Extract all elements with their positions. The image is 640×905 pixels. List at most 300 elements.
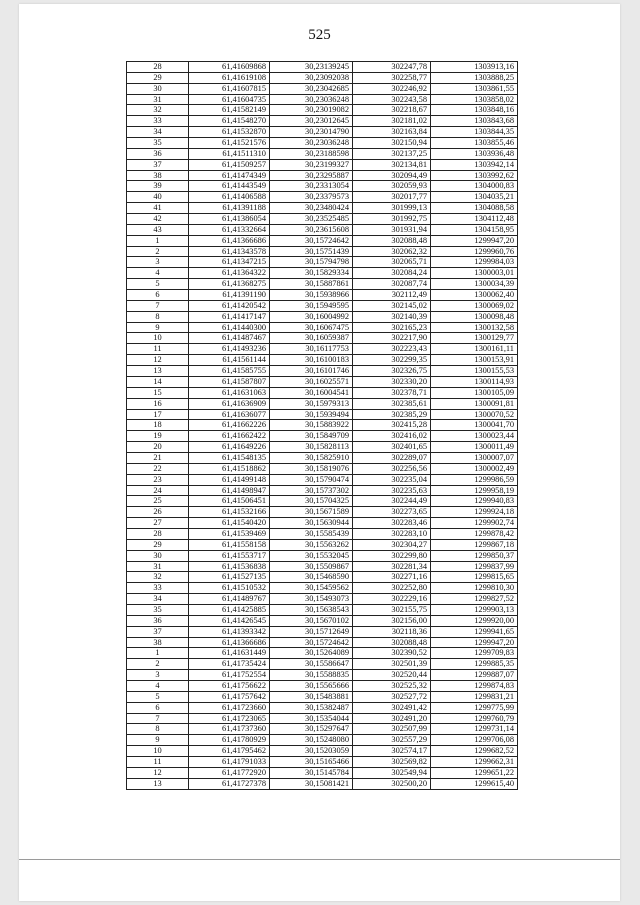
latitude-cell: 61,41420542 (189, 300, 270, 311)
point-number-cell: 40 (127, 192, 189, 203)
longitude-cell: 30,15145784 (270, 767, 353, 778)
latitude-cell: 61,41791033 (189, 757, 270, 768)
point-number-cell: 38 (127, 170, 189, 181)
y-coordinate-cell: 1300007,07 (431, 452, 518, 463)
latitude-cell: 61,41636077 (189, 409, 270, 420)
table-row (127, 376, 518, 387)
longitude-cell: 30,15459562 (270, 583, 353, 594)
latitude-cell: 61,41474349 (189, 170, 270, 181)
table-row (127, 290, 518, 301)
latitude-cell: 61,41553717 (189, 550, 270, 561)
y-coordinate-cell: 1303848,16 (431, 105, 518, 116)
y-coordinate-cell: 1299958,19 (431, 485, 518, 496)
x-coordinate-cell: 302283,46 (353, 518, 431, 529)
latitude-cell: 61,41532166 (189, 507, 270, 518)
y-coordinate-cell: 1303936,48 (431, 148, 518, 159)
y-coordinate-cell: 1300023,44 (431, 431, 518, 442)
latitude-cell: 61,41604735 (189, 94, 270, 105)
table-row (127, 518, 518, 529)
table-row (127, 72, 518, 83)
x-coordinate-cell: 302246,92 (353, 83, 431, 94)
table-row (127, 387, 518, 398)
x-coordinate-cell: 302223,43 (353, 344, 431, 355)
longitude-cell: 30,15081421 (270, 778, 353, 789)
latitude-cell: 61,41619108 (189, 72, 270, 83)
latitude-cell: 61,41548270 (189, 116, 270, 127)
latitude-cell: 61,41723660 (189, 702, 270, 713)
latitude-cell: 61,41737360 (189, 724, 270, 735)
x-coordinate-cell: 302181,02 (353, 116, 431, 127)
x-coordinate-cell: 302491,42 (353, 702, 431, 713)
y-coordinate-cell: 1299615,40 (431, 778, 518, 789)
y-coordinate-cell: 1303858,02 (431, 94, 518, 105)
table-row (127, 105, 518, 116)
latitude-cell: 61,41609868 (189, 62, 270, 73)
coordinates-table-body (127, 62, 518, 790)
latitude-cell: 61,41493236 (189, 344, 270, 355)
y-coordinate-cell: 1300114,93 (431, 376, 518, 387)
point-number-cell: 35 (127, 138, 189, 149)
table-row (127, 148, 518, 159)
latitude-cell: 61,41511310 (189, 148, 270, 159)
latitude-cell: 61,41631449 (189, 648, 270, 659)
y-coordinate-cell: 1304088,58 (431, 203, 518, 214)
x-coordinate-cell: 302289,07 (353, 452, 431, 463)
x-coordinate-cell: 302217,90 (353, 333, 431, 344)
longitude-cell: 30,15671589 (270, 507, 353, 518)
x-coordinate-cell: 302415,28 (353, 420, 431, 431)
x-coordinate-cell: 302416,02 (353, 431, 431, 442)
latitude-cell: 61,41391188 (189, 203, 270, 214)
table-row (127, 246, 518, 257)
x-coordinate-cell: 302525,32 (353, 680, 431, 691)
x-coordinate-cell: 302500,20 (353, 778, 431, 789)
table-row (127, 268, 518, 279)
longitude-cell: 30,15468590 (270, 572, 353, 583)
longitude-cell: 30,15704325 (270, 496, 353, 507)
point-number-cell: 23 (127, 474, 189, 485)
table-row (127, 322, 518, 333)
latitude-cell: 61,41498947 (189, 485, 270, 496)
x-coordinate-cell: 302244,49 (353, 496, 431, 507)
table-row (127, 659, 518, 670)
y-coordinate-cell: 1299887,07 (431, 670, 518, 681)
latitude-cell: 61,41723065 (189, 713, 270, 724)
table-row (127, 116, 518, 127)
point-number-cell: 10 (127, 746, 189, 757)
longitude-cell: 30,16100183 (270, 355, 353, 366)
x-coordinate-cell: 302557,29 (353, 735, 431, 746)
point-number-cell: 38 (127, 637, 189, 648)
point-number-cell: 4 (127, 680, 189, 691)
latitude-cell: 61,41540420 (189, 518, 270, 529)
x-coordinate-cell: 302304,27 (353, 539, 431, 550)
point-number-cell: 24 (127, 485, 189, 496)
table-row (127, 170, 518, 181)
latitude-cell: 61,41587807 (189, 376, 270, 387)
point-number-cell: 37 (127, 159, 189, 170)
point-number-cell: 34 (127, 127, 189, 138)
longitude-cell: 30,15586647 (270, 659, 353, 670)
table-row (127, 366, 518, 377)
y-coordinate-cell: 1299903,13 (431, 604, 518, 615)
table-row (127, 702, 518, 713)
y-coordinate-cell: 1304112,48 (431, 214, 518, 225)
point-number-cell: 3 (127, 670, 189, 681)
x-coordinate-cell: 302281,34 (353, 561, 431, 572)
point-number-cell: 3 (127, 257, 189, 268)
longitude-cell: 30,15588835 (270, 670, 353, 681)
x-coordinate-cell: 302549,94 (353, 767, 431, 778)
table-row (127, 159, 518, 170)
y-coordinate-cell: 1300091,81 (431, 398, 518, 409)
longitude-cell: 30,15493073 (270, 594, 353, 605)
longitude-cell: 30,15248080 (270, 735, 353, 746)
table-row (127, 691, 518, 702)
latitude-cell: 61,41406588 (189, 192, 270, 203)
y-coordinate-cell: 1299651,22 (431, 767, 518, 778)
longitude-cell: 30,15938966 (270, 290, 353, 301)
table-row (127, 463, 518, 474)
x-coordinate-cell: 302258,77 (353, 72, 431, 83)
y-coordinate-cell: 1299709,83 (431, 648, 518, 659)
x-coordinate-cell: 302574,17 (353, 746, 431, 757)
x-coordinate-cell: 302507,99 (353, 724, 431, 735)
y-coordinate-cell: 1303861,55 (431, 83, 518, 94)
table-row (127, 344, 518, 355)
y-coordinate-cell: 1304000,83 (431, 181, 518, 192)
point-number-cell: 18 (127, 420, 189, 431)
longitude-cell: 30,15849709 (270, 431, 353, 442)
point-number-cell: 6 (127, 702, 189, 713)
point-number-cell: 7 (127, 300, 189, 311)
latitude-cell: 61,41366686 (189, 235, 270, 246)
y-coordinate-cell: 1300069,02 (431, 300, 518, 311)
x-coordinate-cell: 302235,63 (353, 485, 431, 496)
latitude-cell: 61,41489767 (189, 594, 270, 605)
x-coordinate-cell: 302283,10 (353, 528, 431, 539)
table-row (127, 300, 518, 311)
longitude-cell: 30,15829334 (270, 268, 353, 279)
point-number-cell: 28 (127, 528, 189, 539)
longitude-cell: 30,15565666 (270, 680, 353, 691)
table-row (127, 561, 518, 572)
table-row (127, 670, 518, 681)
y-coordinate-cell: 1299920,00 (431, 615, 518, 626)
longitude-cell: 30,16004992 (270, 311, 353, 322)
point-number-cell: 25 (127, 496, 189, 507)
latitude-cell: 61,41332664 (189, 224, 270, 235)
point-number-cell: 9 (127, 322, 189, 333)
point-number-cell: 41 (127, 203, 189, 214)
x-coordinate-cell: 302229,16 (353, 594, 431, 605)
longitude-cell: 30,23199327 (270, 159, 353, 170)
point-number-cell: 43 (127, 224, 189, 235)
y-coordinate-cell: 1299902,74 (431, 518, 518, 529)
longitude-cell: 30,15638543 (270, 604, 353, 615)
point-number-cell: 28 (127, 62, 189, 73)
longitude-cell: 30,15979313 (270, 398, 353, 409)
y-coordinate-cell: 1300132,58 (431, 322, 518, 333)
point-number-cell: 11 (127, 757, 189, 768)
longitude-cell: 30,23525485 (270, 214, 353, 225)
longitude-cell: 30,15828113 (270, 442, 353, 453)
longitude-cell: 30,23615608 (270, 224, 353, 235)
latitude-cell: 61,41795462 (189, 746, 270, 757)
y-coordinate-cell: 1303843,68 (431, 116, 518, 127)
y-coordinate-cell: 1300129,77 (431, 333, 518, 344)
x-coordinate-cell: 302330,20 (353, 376, 431, 387)
x-coordinate-cell: 302059,93 (353, 181, 431, 192)
table-row (127, 550, 518, 561)
longitude-cell: 30,15724642 (270, 637, 353, 648)
latitude-cell: 61,41539469 (189, 528, 270, 539)
table-row (127, 594, 518, 605)
latitude-cell: 61,41487467 (189, 333, 270, 344)
coordinates-table (126, 61, 518, 790)
table-row (127, 507, 518, 518)
longitude-cell: 30,15297647 (270, 724, 353, 735)
longitude-cell: 30,15819076 (270, 463, 353, 474)
x-coordinate-cell: 302134,81 (353, 159, 431, 170)
latitude-cell: 61,41662226 (189, 420, 270, 431)
y-coordinate-cell: 1303844,35 (431, 127, 518, 138)
point-number-cell: 31 (127, 561, 189, 572)
y-coordinate-cell: 1299947,20 (431, 235, 518, 246)
table-row (127, 409, 518, 420)
table-row (127, 181, 518, 192)
y-coordinate-cell: 1299831,21 (431, 691, 518, 702)
point-number-cell: 29 (127, 539, 189, 550)
point-number-cell: 29 (127, 72, 189, 83)
latitude-cell: 61,41662422 (189, 431, 270, 442)
x-coordinate-cell: 302087,74 (353, 279, 431, 290)
table-row (127, 496, 518, 507)
y-coordinate-cell: 1300062,40 (431, 290, 518, 301)
latitude-cell: 61,41347215 (189, 257, 270, 268)
latitude-cell: 61,41506451 (189, 496, 270, 507)
x-coordinate-cell: 302385,61 (353, 398, 431, 409)
point-number-cell: 8 (127, 724, 189, 735)
table-row (127, 94, 518, 105)
table-row (127, 528, 518, 539)
latitude-cell: 61,41536838 (189, 561, 270, 572)
x-coordinate-cell: 302271,16 (353, 572, 431, 583)
latitude-cell: 61,41752554 (189, 670, 270, 681)
table-row (127, 452, 518, 463)
x-coordinate-cell: 302491,20 (353, 713, 431, 724)
table-row (127, 442, 518, 453)
longitude-cell: 30,15670102 (270, 615, 353, 626)
latitude-cell: 61,41440300 (189, 322, 270, 333)
y-coordinate-cell: 1300070,52 (431, 409, 518, 420)
x-coordinate-cell: 302252,80 (353, 583, 431, 594)
y-coordinate-cell: 1299815,65 (431, 572, 518, 583)
point-number-cell: 10 (127, 333, 189, 344)
x-coordinate-cell: 302385,29 (353, 409, 431, 420)
latitude-cell: 61,41368275 (189, 279, 270, 290)
point-number-cell: 12 (127, 767, 189, 778)
x-coordinate-cell: 302256,56 (353, 463, 431, 474)
latitude-cell: 61,41393342 (189, 626, 270, 637)
x-coordinate-cell: 302247,78 (353, 62, 431, 73)
latitude-cell: 61,41582149 (189, 105, 270, 116)
x-coordinate-cell: 302145,02 (353, 300, 431, 311)
longitude-cell: 30,23480424 (270, 203, 353, 214)
point-number-cell: 35 (127, 604, 189, 615)
y-coordinate-cell: 1299941,65 (431, 626, 518, 637)
point-number-cell: 1 (127, 235, 189, 246)
longitude-cell: 30,16004541 (270, 387, 353, 398)
point-number-cell: 2 (127, 659, 189, 670)
x-coordinate-cell: 302065,71 (353, 257, 431, 268)
latitude-cell: 61,41735424 (189, 659, 270, 670)
longitude-cell: 30,15532045 (270, 550, 353, 561)
point-number-cell: 22 (127, 463, 189, 474)
y-coordinate-cell: 1300098,48 (431, 311, 518, 322)
latitude-cell: 61,41509257 (189, 159, 270, 170)
longitude-cell: 30,23014790 (270, 127, 353, 138)
longitude-cell: 30,15354044 (270, 713, 353, 724)
y-coordinate-cell: 1299837,99 (431, 561, 518, 572)
y-coordinate-cell: 1303913,16 (431, 62, 518, 73)
latitude-cell: 61,41527135 (189, 572, 270, 583)
table-row (127, 648, 518, 659)
y-coordinate-cell: 1300003,01 (431, 268, 518, 279)
latitude-cell: 61,41499148 (189, 474, 270, 485)
point-number-cell: 19 (127, 431, 189, 442)
longitude-cell: 30,23379573 (270, 192, 353, 203)
y-coordinate-cell: 1300161,11 (431, 344, 518, 355)
y-coordinate-cell: 1304035,21 (431, 192, 518, 203)
x-coordinate-cell: 302155,75 (353, 604, 431, 615)
point-number-cell: 17 (127, 409, 189, 420)
table-row (127, 398, 518, 409)
x-coordinate-cell: 302118,36 (353, 626, 431, 637)
latitude-cell: 61,41364322 (189, 268, 270, 279)
point-number-cell: 13 (127, 366, 189, 377)
point-number-cell: 20 (127, 442, 189, 453)
longitude-cell: 30,16067475 (270, 322, 353, 333)
latitude-cell: 61,41756622 (189, 680, 270, 691)
point-number-cell: 9 (127, 735, 189, 746)
point-number-cell: 12 (127, 355, 189, 366)
point-number-cell: 39 (127, 181, 189, 192)
longitude-cell: 30,15751439 (270, 246, 353, 257)
x-coordinate-cell: 302062,32 (353, 246, 431, 257)
table-row (127, 279, 518, 290)
table-row (127, 62, 518, 73)
longitude-cell: 30,15790474 (270, 474, 353, 485)
point-number-cell: 26 (127, 507, 189, 518)
table-row (127, 767, 518, 778)
latitude-cell: 61,41417147 (189, 311, 270, 322)
table-row (127, 735, 518, 746)
longitude-cell: 30,15483881 (270, 691, 353, 702)
point-number-cell: 36 (127, 148, 189, 159)
x-coordinate-cell: 302150,94 (353, 138, 431, 149)
x-coordinate-cell: 302088,48 (353, 637, 431, 648)
y-coordinate-cell: 1299682,52 (431, 746, 518, 757)
point-number-cell: 2 (127, 246, 189, 257)
point-number-cell: 36 (127, 615, 189, 626)
x-coordinate-cell: 302218,67 (353, 105, 431, 116)
longitude-cell: 30,16025571 (270, 376, 353, 387)
table-row (127, 637, 518, 648)
longitude-cell: 30,16101746 (270, 366, 353, 377)
point-number-cell: 14 (127, 376, 189, 387)
table-row (127, 713, 518, 724)
latitude-cell: 61,41548135 (189, 452, 270, 463)
table-row (127, 192, 518, 203)
longitude-cell: 30,15585439 (270, 528, 353, 539)
latitude-cell: 61,41757642 (189, 691, 270, 702)
x-coordinate-cell: 302137,25 (353, 148, 431, 159)
page-bottom-rule (19, 859, 620, 860)
y-coordinate-cell: 1300155,53 (431, 366, 518, 377)
table-row (127, 474, 518, 485)
table-row (127, 680, 518, 691)
x-coordinate-cell: 302520,44 (353, 670, 431, 681)
table-row (127, 214, 518, 225)
point-number-cell: 37 (127, 626, 189, 637)
latitude-cell: 61,41386054 (189, 214, 270, 225)
longitude-cell: 30,23313054 (270, 181, 353, 192)
longitude-cell: 30,15883922 (270, 420, 353, 431)
y-coordinate-cell: 1299924,18 (431, 507, 518, 518)
latitude-cell: 61,41585755 (189, 366, 270, 377)
y-coordinate-cell: 1299867,18 (431, 539, 518, 550)
y-coordinate-cell: 1299706,08 (431, 735, 518, 746)
point-number-cell: 33 (127, 583, 189, 594)
longitude-cell: 30,15794798 (270, 257, 353, 268)
y-coordinate-cell: 1299984,03 (431, 257, 518, 268)
x-coordinate-cell: 301999,13 (353, 203, 431, 214)
longitude-cell: 30,15887861 (270, 279, 353, 290)
latitude-cell: 61,41343578 (189, 246, 270, 257)
table-row (127, 485, 518, 496)
longitude-cell: 30,23139245 (270, 62, 353, 73)
y-coordinate-cell: 1300034,39 (431, 279, 518, 290)
table-row (127, 604, 518, 615)
x-coordinate-cell: 301931,94 (353, 224, 431, 235)
x-coordinate-cell: 302017,77 (353, 192, 431, 203)
x-coordinate-cell: 301992,75 (353, 214, 431, 225)
longitude-cell: 30,15712649 (270, 626, 353, 637)
longitude-cell: 30,23188598 (270, 148, 353, 159)
y-coordinate-cell: 1300105,09 (431, 387, 518, 398)
latitude-cell: 61,41425885 (189, 604, 270, 615)
y-coordinate-cell: 1299775,99 (431, 702, 518, 713)
y-coordinate-cell: 1299827,52 (431, 594, 518, 605)
table-row (127, 127, 518, 138)
table-row (127, 724, 518, 735)
x-coordinate-cell: 302390,52 (353, 648, 431, 659)
table-row (127, 539, 518, 550)
table-row (127, 615, 518, 626)
longitude-cell: 30,16059387 (270, 333, 353, 344)
longitude-cell: 30,23036248 (270, 94, 353, 105)
y-coordinate-cell: 1299986,59 (431, 474, 518, 485)
longitude-cell: 30,23012645 (270, 116, 353, 127)
page-number: 525 (308, 27, 331, 43)
latitude-cell: 61,41649226 (189, 442, 270, 453)
x-coordinate-cell: 302273,65 (353, 507, 431, 518)
y-coordinate-cell: 1300002,49 (431, 463, 518, 474)
point-number-cell: 5 (127, 691, 189, 702)
table-row (127, 311, 518, 322)
point-number-cell: 11 (127, 344, 189, 355)
